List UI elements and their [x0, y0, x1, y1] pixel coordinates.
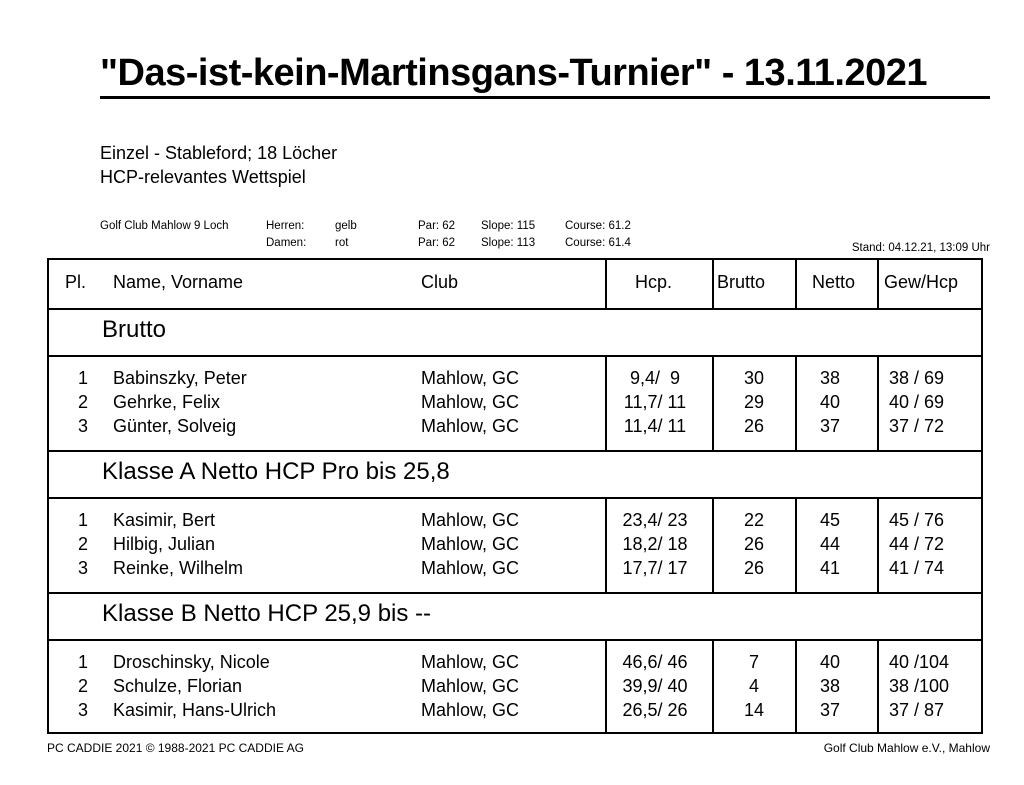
- header-hcp: Hcp.: [635, 272, 673, 292]
- row-gew-hcp: 38 /100: [889, 676, 950, 696]
- row-brutto: 30: [743, 368, 765, 388]
- row-hcp: 18,2/ 18: [622, 534, 688, 554]
- course-tee: gelb: [335, 220, 357, 232]
- row-gew-hcp: 44 / 72: [889, 534, 945, 554]
- page-title: "Das-ist-kein-Martinsgans-Turnier" - 13.11.2021: [100, 52, 928, 94]
- section-title-klasse-a: Klasse A Netto HCP Pro bis 25,8: [102, 458, 450, 485]
- row-club: Mahlow, GC: [421, 558, 520, 578]
- section-title-klasse-b: Klasse B Netto HCP 25,9 bis --: [102, 600, 432, 627]
- col-divider: [877, 260, 879, 308]
- footer-copyright: PC CADDIE 2021 © 1988-2021 PC CADDIE AG: [47, 741, 304, 755]
- row-netto: 40: [819, 392, 841, 412]
- course-tee: rot: [335, 237, 349, 249]
- row-pl: 1: [78, 652, 89, 672]
- col-divider: [605, 497, 607, 592]
- table-divider: [49, 450, 981, 452]
- row-hcp: 39,9/ 40: [622, 676, 688, 696]
- col-divider: [795, 260, 797, 308]
- row-hcp: 11,7/ 11: [623, 392, 687, 412]
- row-netto: 38: [819, 676, 841, 696]
- course-label: Damen:: [266, 237, 307, 249]
- row-netto: 44: [819, 534, 841, 554]
- row-gew-hcp: 41 / 74: [889, 558, 945, 578]
- row-brutto: 26: [743, 534, 765, 554]
- row-club: Mahlow, GC: [421, 534, 520, 554]
- subtitle-hcp: HCP-relevantes Wettspiel: [100, 167, 306, 187]
- row-name: Günter, Solveig: [113, 416, 237, 436]
- row-hcp: 11,4/ 11: [623, 416, 687, 436]
- table-divider: [49, 355, 981, 357]
- row-pl: 2: [78, 534, 89, 554]
- row-club: Mahlow, GC: [421, 676, 520, 696]
- course-rating: Course: 61.2: [565, 220, 631, 232]
- row-name: Kasimir, Hans-Ulrich: [113, 700, 277, 720]
- col-divider: [877, 639, 879, 734]
- row-hcp: 23,4/ 23: [622, 510, 688, 530]
- table-divider: [49, 639, 981, 641]
- row-brutto: 26: [743, 558, 765, 578]
- row-brutto: 7: [748, 652, 759, 672]
- course-label: Herren:: [266, 220, 305, 232]
- course-par: Par: 62: [418, 220, 456, 232]
- row-brutto: 14: [743, 700, 765, 720]
- course-par: Par: 62: [418, 237, 456, 249]
- row-brutto: 26: [743, 416, 765, 436]
- subtitle-format: Einzel - Stableford; 18 Löcher: [100, 143, 338, 163]
- header-pl: Pl.: [65, 272, 87, 292]
- col-divider: [605, 355, 607, 450]
- row-hcp: 26,5/ 26: [622, 700, 688, 720]
- col-divider: [605, 639, 607, 734]
- row-pl: 1: [78, 368, 89, 388]
- table-divider: [49, 308, 981, 310]
- row-name: Hilbig, Julian: [113, 534, 216, 554]
- row-club: Mahlow, GC: [421, 416, 520, 436]
- header-netto: Netto: [812, 272, 856, 292]
- row-club: Mahlow, GC: [421, 368, 520, 388]
- row-pl: 3: [78, 700, 89, 720]
- row-netto: 37: [819, 416, 841, 436]
- stand-timestamp: Stand: 04.12.21, 13:09 Uhr: [851, 242, 990, 254]
- row-club: Mahlow, GC: [421, 700, 520, 720]
- footer-club: Golf Club Mahlow e.V., Mahlow: [823, 741, 990, 755]
- section-title-brutto: Brutto: [102, 316, 167, 343]
- row-hcp: 46,6/ 46: [622, 652, 688, 672]
- col-divider: [712, 260, 714, 308]
- row-brutto: 29: [743, 392, 765, 412]
- row-gew-hcp: 37 / 72: [889, 416, 945, 436]
- header-brutto: Brutto: [717, 272, 766, 292]
- row-pl: 3: [78, 416, 89, 436]
- results-table: [47, 258, 983, 734]
- row-gew-hcp: 45 / 76: [889, 510, 945, 530]
- col-divider: [605, 260, 607, 308]
- row-pl: 2: [78, 676, 89, 696]
- row-pl: 3: [78, 558, 89, 578]
- header-name: Name, Vorname: [113, 272, 244, 292]
- row-club: Mahlow, GC: [421, 652, 520, 672]
- col-divider: [877, 355, 879, 450]
- row-gew-hcp: 38 / 69: [889, 368, 945, 388]
- row-name: Babinszky, Peter: [113, 368, 247, 388]
- row-name: Reinke, Wilhelm: [113, 558, 244, 578]
- row-name: Schulze, Florian: [113, 676, 243, 696]
- row-brutto: 4: [748, 676, 759, 696]
- row-pl: 1: [78, 510, 89, 530]
- table-divider: [49, 592, 981, 594]
- row-gew-hcp: 40 /104: [889, 652, 950, 672]
- row-name: Gehrke, Felix: [113, 392, 221, 412]
- row-netto: 38: [819, 368, 841, 388]
- col-divider: [877, 497, 879, 592]
- header-gew-hcp: Gew/Hcp: [884, 272, 959, 292]
- row-name: Droschinsky, Nicole: [113, 652, 270, 672]
- row-brutto: 22: [743, 510, 765, 530]
- course-club: Golf Club Mahlow 9 Loch: [100, 220, 229, 232]
- row-gew-hcp: 37 / 87: [889, 700, 945, 720]
- row-hcp: 17,7/ 17: [622, 558, 688, 578]
- row-club: Mahlow, GC: [421, 510, 520, 530]
- row-netto: 41: [819, 558, 841, 578]
- course-slope: Slope: 113: [481, 237, 536, 249]
- row-netto: 45: [819, 510, 841, 530]
- row-hcp: 9,4/ 9: [629, 368, 681, 388]
- row-gew-hcp: 40 / 69: [889, 392, 945, 412]
- course-rating: Course: 61.4: [565, 237, 631, 249]
- row-netto: 40: [819, 652, 841, 672]
- row-pl: 2: [78, 392, 89, 412]
- header-club: Club: [421, 272, 459, 292]
- course-slope: Slope: 115: [481, 220, 536, 232]
- title-underline: [100, 96, 990, 99]
- row-name: Kasimir, Bert: [113, 510, 216, 530]
- row-club: Mahlow, GC: [421, 392, 520, 412]
- row-netto: 37: [819, 700, 841, 720]
- table-divider: [49, 497, 981, 499]
